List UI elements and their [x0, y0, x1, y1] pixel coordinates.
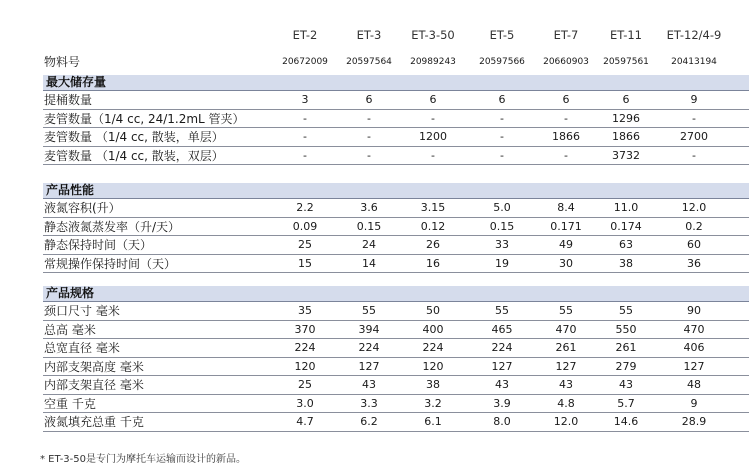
table-cell: 465 [491, 322, 513, 336]
row-label: 总高 毫米 [44, 322, 96, 337]
table-cell: 279 [615, 359, 637, 373]
table-cell: 0.09 [292, 219, 318, 233]
table-row [43, 218, 749, 237]
table-cell: - [303, 111, 307, 125]
row-divider [43, 272, 749, 273]
table-cell: 3.6 [360, 201, 378, 214]
table-cell: 3.3 [360, 396, 378, 410]
row-label: 麦管数量 （1/4 cc, 散装，双层） [44, 148, 224, 163]
table-cell: 6 [498, 93, 506, 106]
model-header: ET-5 [489, 28, 515, 42]
row-label: 总宽直径 毫米 [44, 341, 120, 355]
table-cell: 120 [294, 359, 316, 373]
table-cell: - [692, 111, 696, 125]
table-cell: 9 [690, 93, 698, 106]
row-label: 麦管数量（1/4 cc, 24/1.2mL 管夹） [44, 111, 245, 126]
row-divider [43, 431, 749, 432]
table-cell: 20597561 [603, 57, 649, 67]
model-header: ET-11 [609, 28, 643, 42]
table-cell: 470 [555, 322, 577, 336]
table-cell: 63 [619, 238, 633, 251]
table-cell: 120 [422, 359, 444, 373]
model-header: ET-3 [356, 28, 382, 42]
table-row [43, 302, 749, 321]
table-cell: 6.1 [424, 415, 442, 428]
table-row [43, 255, 749, 274]
table-cell: 8.4 [557, 201, 575, 214]
table-cell: 5.0 [493, 201, 511, 214]
table-cell: 406 [683, 341, 705, 354]
table-cell: 6 [365, 93, 373, 106]
table-cell: 33 [495, 238, 509, 251]
table-cell: 15 [298, 256, 312, 270]
table-cell: 6 [562, 93, 570, 106]
table-cell: 14 [362, 256, 376, 270]
table-cell: 16 [426, 256, 440, 270]
table-cell: - [692, 148, 696, 162]
table-cell: 2.2 [296, 201, 314, 214]
table-cell: 550 [615, 322, 637, 336]
table-cell: 0.12 [420, 219, 446, 233]
table-cell: 6 [622, 93, 630, 106]
table-cell: 43 [495, 378, 509, 391]
table-cell: 20597566 [479, 57, 525, 67]
table-cell: - [367, 148, 371, 162]
table-row [43, 147, 749, 166]
section-title: 产品规格 [46, 286, 95, 300]
table-cell: 1296 [612, 111, 640, 125]
table-cell: 90 [687, 304, 701, 317]
table-cell: 36 [687, 256, 701, 270]
table-cell: 224 [294, 341, 316, 354]
row-label: 空重 千克 [44, 396, 96, 411]
table-cell: 60 [687, 238, 701, 251]
table-cell: 3.0 [296, 396, 314, 410]
table-cell: 394 [358, 322, 380, 336]
table-cell: - [431, 148, 435, 162]
table-cell: - [500, 148, 504, 162]
table-cell: 4.7 [296, 415, 314, 428]
table-cell: 43 [362, 378, 376, 391]
table-cell: 55 [495, 304, 509, 317]
section-title: 最大储存量 [46, 75, 107, 89]
table-row [43, 128, 749, 147]
table-cell: 25 [298, 378, 312, 391]
table-cell: 20989243 [410, 57, 456, 67]
table-cell: - [303, 148, 307, 162]
row-label: 液氮填充总重 千克 [44, 415, 144, 429]
model-header: ET-2 [292, 28, 318, 42]
table-cell: - [564, 148, 568, 162]
table-cell: 127 [358, 359, 380, 373]
table-cell: 0.171 [550, 219, 582, 233]
table-cell: 28.9 [681, 415, 707, 428]
row-label: 静态液氮蒸发率（升/天） [44, 219, 181, 234]
table-cell: 3 [301, 93, 309, 106]
table-row [43, 91, 749, 110]
table-cell: 261 [555, 341, 577, 354]
row-label: 静态保持时间（天） [44, 238, 153, 252]
row-label: 内部支架直径 毫米 [44, 378, 144, 392]
table-cell: 5.7 [617, 396, 635, 410]
footnote: * ET-3-50是专门为摩托车运输而设计的新品。 [40, 454, 246, 465]
table-cell: 4.8 [557, 396, 575, 410]
table-cell: 127 [555, 359, 577, 373]
table-cell: 19 [495, 256, 509, 270]
row-label: 内部支架高度 毫米 [44, 359, 144, 374]
table-row [43, 376, 749, 395]
table-cell: 48 [687, 378, 701, 391]
row-label: 液氮容积(升） [44, 201, 121, 215]
table-row [43, 395, 749, 414]
table-cell: 25 [298, 238, 312, 251]
section-header [43, 183, 749, 199]
table-cell: - [500, 111, 504, 125]
table-cell: 38 [426, 378, 440, 391]
table-cell: 3732 [612, 148, 640, 162]
table-row [43, 358, 749, 377]
table-cell: - [500, 130, 504, 143]
table-cell: 20413194 [671, 57, 717, 67]
table-cell: 6 [429, 93, 437, 106]
table-cell: 43 [619, 378, 633, 391]
table-cell: 3.15 [420, 201, 446, 214]
table-cell: 49 [559, 238, 573, 251]
table-row [43, 339, 749, 358]
table-cell: 2700 [680, 130, 708, 143]
table-cell: 20660903 [543, 57, 589, 67]
table-cell: 224 [422, 341, 444, 354]
table-cell: - [367, 130, 371, 143]
table-cell: - [564, 111, 568, 125]
table-row [43, 110, 749, 129]
table-cell: 1866 [552, 130, 580, 143]
table-cell: 55 [559, 304, 573, 317]
table-cell: 370 [294, 322, 316, 336]
table-row [43, 199, 749, 218]
table-cell: 0.15 [489, 219, 515, 233]
table-cell: 12.0 [681, 201, 707, 214]
table-cell: 261 [615, 341, 637, 354]
table-cell: - [367, 111, 371, 125]
row-label: 麦管数量 （1/4 cc, 散装，单层） [44, 130, 224, 144]
row-label: 颈口尺寸 毫米 [44, 304, 120, 318]
section-header [43, 75, 749, 91]
table-cell: 0.2 [685, 219, 703, 233]
table-cell: 400 [422, 322, 444, 336]
model-header: ET-12/4-9 [666, 28, 722, 42]
table-cell: 50 [426, 304, 440, 317]
section-title: 产品性能 [46, 183, 95, 197]
table-cell: 55 [619, 304, 633, 317]
table-cell: 24 [362, 238, 376, 251]
table-cell: 35 [298, 304, 312, 317]
table-cell: 127 [683, 359, 705, 373]
table-cell: 0.15 [356, 219, 382, 233]
section-header [43, 286, 749, 302]
row-label: 物料号 [44, 55, 81, 69]
table-row [43, 413, 749, 432]
table-cell: 0.174 [610, 219, 642, 233]
model-header: ET-7 [553, 28, 579, 42]
table-cell: 470 [683, 322, 705, 336]
table-cell: 3.2 [424, 396, 442, 410]
table-cell: - [303, 130, 307, 143]
table-cell: 9 [690, 396, 698, 410]
table-cell: 1866 [612, 130, 640, 143]
table-row [43, 321, 749, 340]
table-cell: 224 [358, 341, 380, 354]
table-cell: 30 [559, 256, 573, 270]
row-label: 常规操作保持时间（天） [44, 256, 177, 271]
table-cell: 6.2 [360, 415, 378, 428]
table-row [43, 52, 749, 72]
table-cell: 14.6 [613, 415, 639, 428]
table-cell: 224 [491, 341, 513, 354]
table-cell: 43 [559, 378, 573, 391]
table-cell: 8.0 [493, 415, 511, 428]
table-row [43, 236, 749, 255]
table-cell: 55 [362, 304, 376, 317]
table-cell: 1200 [419, 130, 447, 143]
table-cell: 20672009 [282, 57, 328, 67]
row-divider [43, 164, 749, 165]
model-header: ET-3-50 [411, 28, 455, 42]
table-cell: 20597564 [346, 57, 392, 67]
table-cell: 26 [426, 238, 440, 251]
table-cell: 12.0 [553, 415, 579, 428]
table-cell: 127 [491, 359, 513, 373]
row-label: 提桶数量 [44, 93, 93, 107]
table-cell: 3.9 [493, 396, 511, 410]
table-cell: - [431, 111, 435, 125]
table-cell: 38 [619, 256, 633, 270]
table-cell: 11.0 [613, 201, 639, 214]
